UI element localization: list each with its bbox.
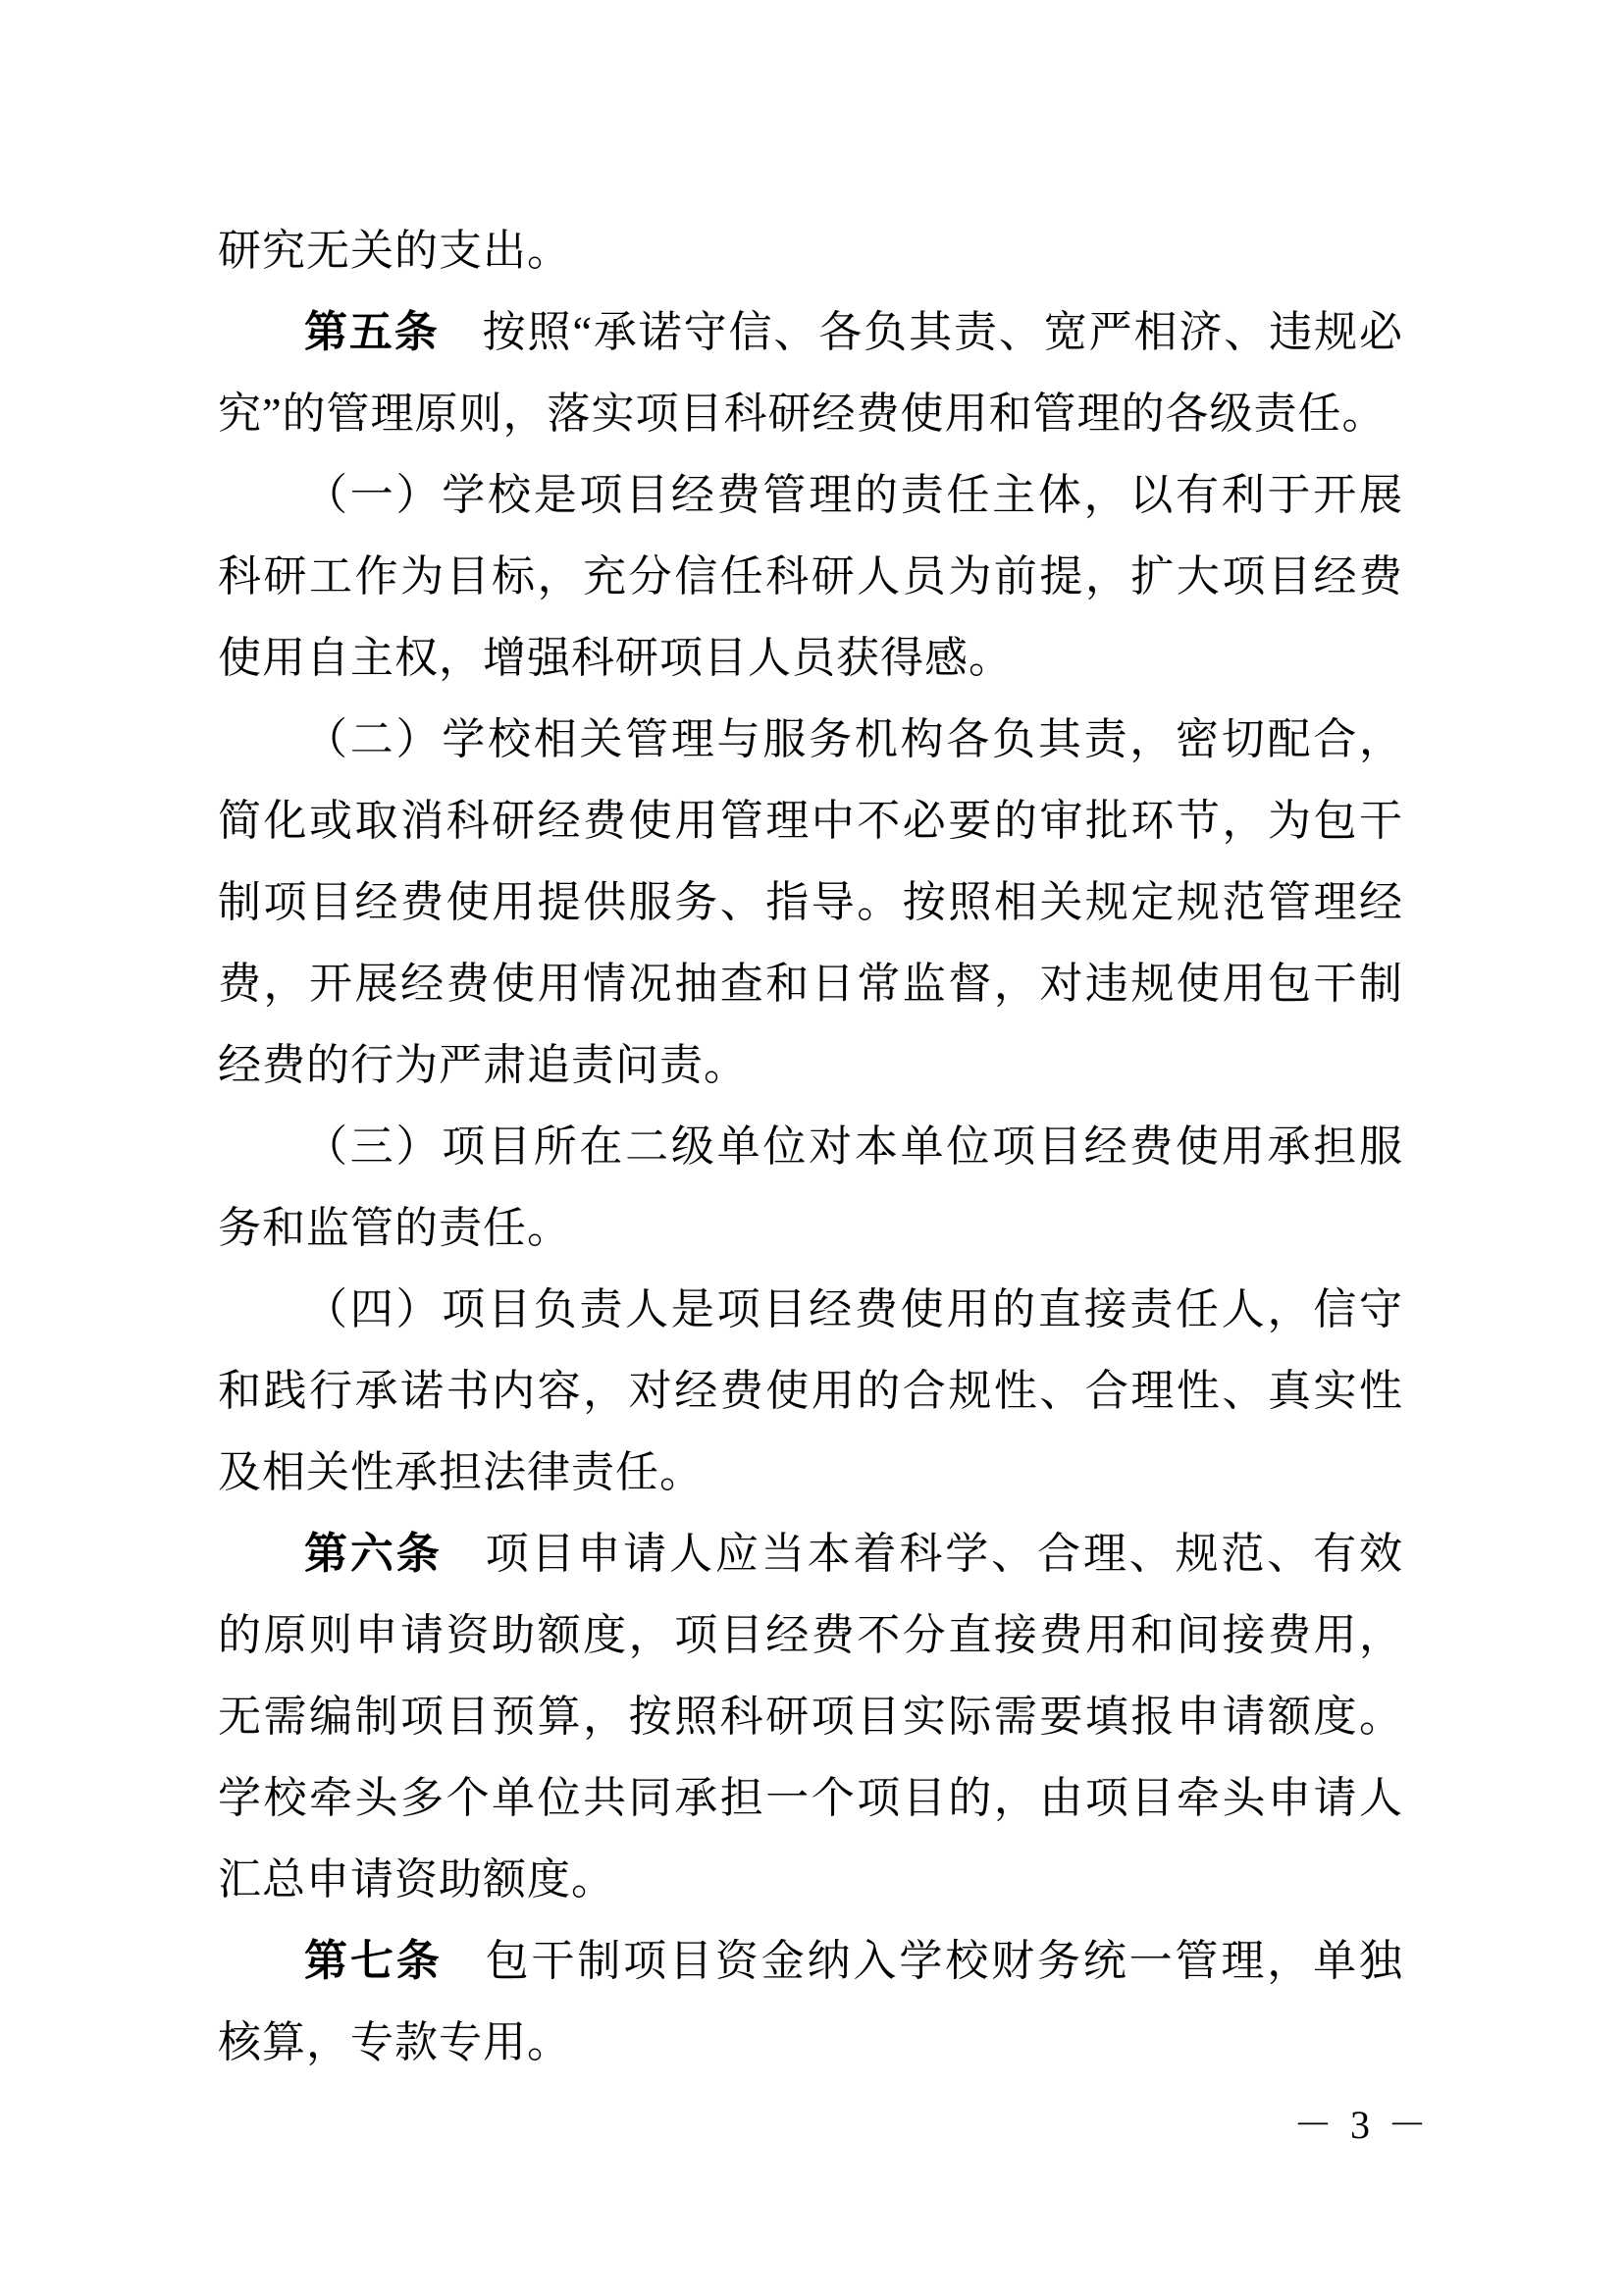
paragraph	[218, 1513, 1403, 1920]
page-number: － 3 －	[1293, 2103, 1431, 2147]
paragraph-text: （二）学校相关管理与服务机构各负其责，密切配合，简化或取消科研经费使用管理中不必要的审批环节，为包干制项目经费使用提供服务、指导。按照相关规定规范管理经费，开展经费使用情况抽查和日常监督，对违规使用包干制经费的行为严肃追责问责。	[218, 715, 1403, 1089]
article-heading: 第七条	[304, 1937, 443, 1985]
paragraph-text: 包干制项目资金纳入学校财务统一管理，单独核算，专款专用。	[218, 1937, 1404, 2066]
paragraph-text: （一）学校是项目经费管理的责任主体，以有利于开展科研工作为目标，充分信任科研人员为前提，扩大项目经费使用自主权，增强科研项目人员获得感。	[218, 471, 1403, 682]
paragraph-text: 项目申请人应当本着科学、合理、规范、有效的原则申请资助额度，项目经费不分直接费用和间接费用，无需编制项目预算，按照科研项目实际需要填报申请额度。学校牵头多个单位共同承担一个项目的，由项目牵头申请人汇总申请资助额度。	[218, 1530, 1404, 1904]
paragraph	[218, 699, 1403, 1106]
paragraph	[218, 1106, 1403, 1269]
paragraph	[218, 454, 1403, 699]
paragraph-text: 按照“承诺守信、各负其责、宽严相济、违规必究”的管理原则，落实项目科研经费使用和管理的各级责任。	[218, 308, 1403, 438]
paragraph-text: （三）项目所在二级单位对本单位项目经费使用承担服务和监管的责任。	[218, 1122, 1403, 1252]
article-heading: 第六条	[304, 1530, 443, 1578]
paragraph	[218, 291, 1403, 454]
paragraph	[218, 1269, 1403, 1513]
paragraph	[218, 1920, 1403, 2083]
paragraph	[218, 210, 1403, 291]
paragraph-text: （四）项目负责人是项目经费使用的直接责任人，信守和践行承诺书内容，对经费使用的合规性、合理性、真实性及相关性承担法律责任。	[218, 1285, 1403, 1496]
article-heading: 第五条	[304, 308, 440, 356]
paragraph-text: 研究无关的支出。	[218, 227, 571, 275]
document-body	[218, 210, 1403, 2083]
